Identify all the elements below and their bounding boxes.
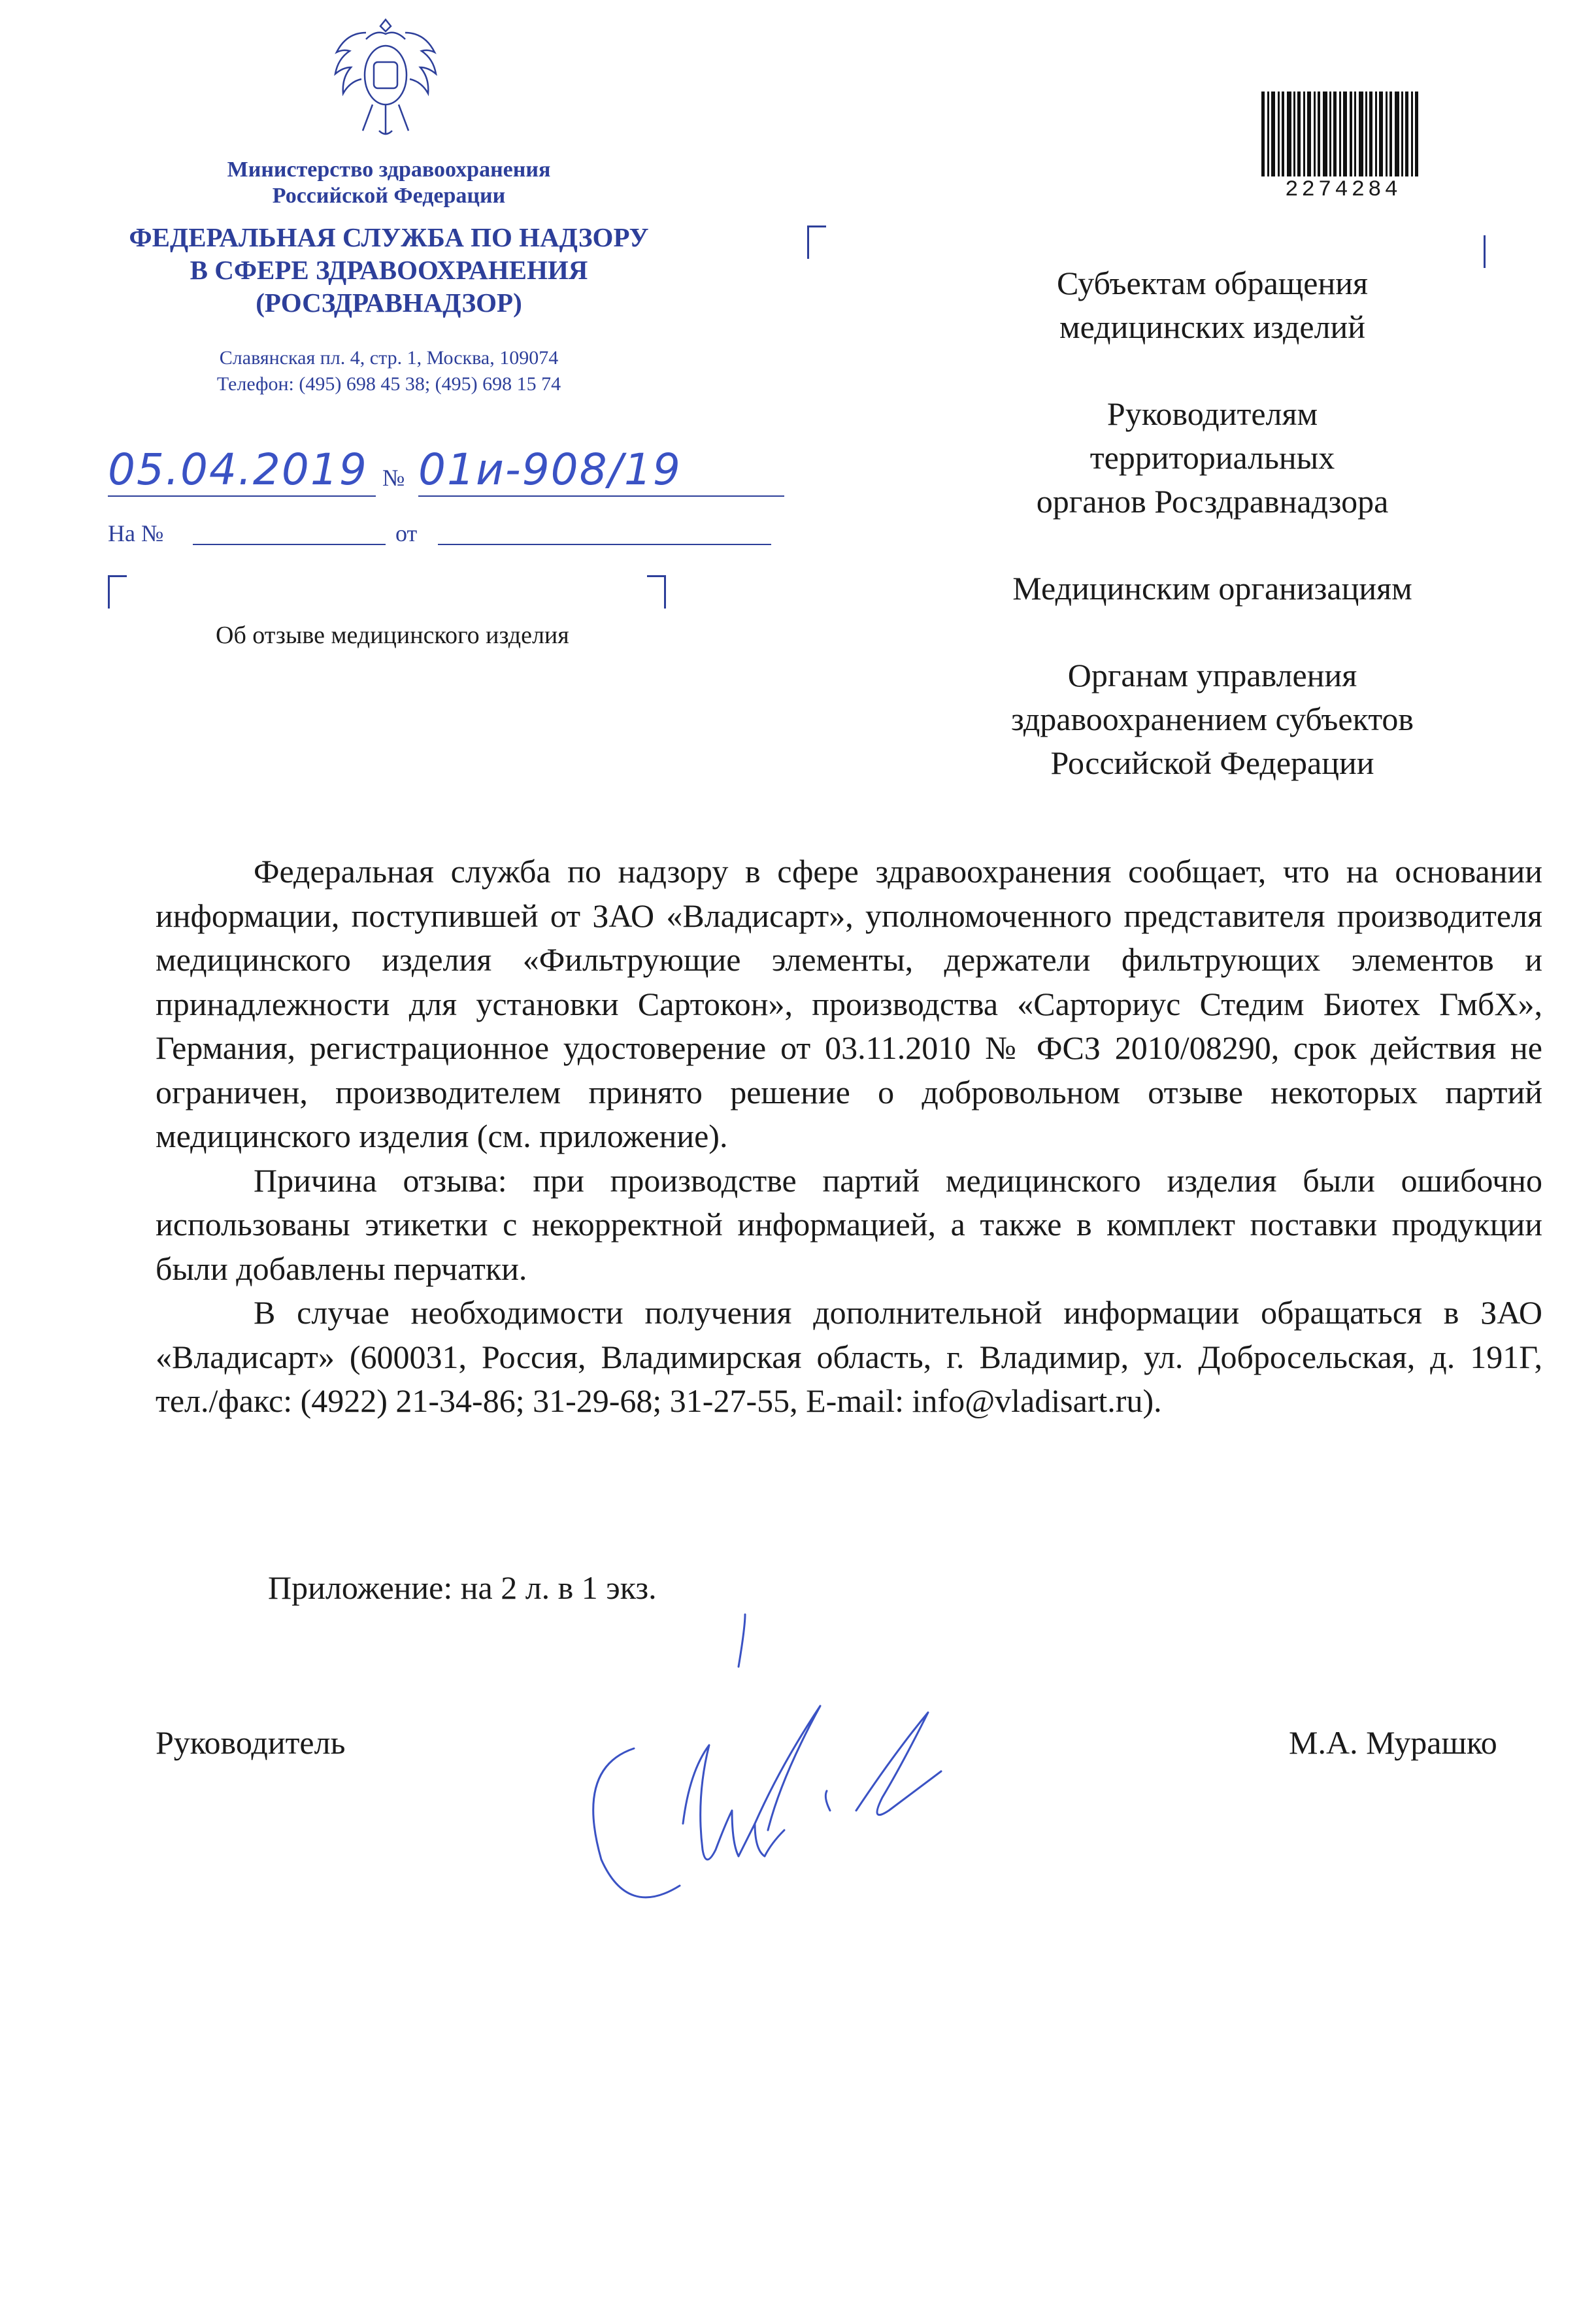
addressee-group (902, 261, 1523, 349)
phone-line: Телефон: (495) 698 45 38; (495) 698 15 74 (216, 373, 561, 395)
letter-body (156, 850, 1542, 1424)
address-line: Славянская пл. 4, стр. 1, Москва, 109074 (219, 347, 559, 369)
addressee-bracket-left (807, 225, 826, 259)
barcode (1261, 92, 1418, 176)
signer-name: М.А. Мурашко (1289, 1724, 1497, 1761)
addressee-line: Российской Федерации (1050, 744, 1374, 781)
document-date: 05.04.2019 (108, 444, 368, 495)
date-number-line (108, 444, 735, 503)
addressee-line: Руководителям (1106, 395, 1318, 432)
date-underline (108, 495, 376, 497)
addressee-group (902, 567, 1523, 610)
service-name-line1: ФЕДЕРАЛЬНАЯ СЛУЖБА ПО НАДЗОРУ (129, 222, 649, 252)
service-name (85, 221, 693, 319)
reply-date-blank (438, 544, 771, 545)
service-name-line2: В СФЕРЕ ЗДРАВООХРАНЕНИЯ (190, 255, 588, 285)
addressee-group (902, 392, 1523, 524)
addressee-line: Субъектам обращения (1057, 265, 1368, 301)
number-label: № (382, 465, 405, 491)
addressee-line: территориальных (1089, 439, 1335, 476)
body-paragraph: В случае необходимости получения дополнительной информации обращаться в ЗАО «Владисарт» (600031, Россия, Владимирская область, г. Владимир, ул. Добросельская, д. 191Г, тел./факс: (4922) 21-34-86; 31-29-68; 31-27-55, E-mail: info@vladisart.ru). (156, 1294, 1542, 1419)
reply-number-label: На № (108, 520, 164, 546)
reply-reference-line (108, 516, 676, 556)
address-block (85, 345, 693, 397)
coat-of-arms-icon (327, 13, 444, 144)
addressee-line: Органам управления (1067, 657, 1357, 693)
body-paragraph: Причина отзыва: при производстве партий медицинского изделия были ошибочно использованы этикетки с некорректной информацией, а также в комплект поставки продукции были добавлены перчатки. (156, 1161, 1542, 1287)
signer-role: Руководитель (156, 1724, 346, 1761)
reply-date-label: от (395, 520, 418, 546)
addressee-line: органов Росздравнадзора (1036, 483, 1389, 520)
subject-bracket-left (108, 575, 127, 609)
subject-line: Об отзыве медицинского изделия (216, 622, 569, 649)
document-number: 01и-908/19 (418, 444, 682, 495)
subject-bracket-right (647, 575, 666, 609)
addressee-block (902, 261, 1523, 828)
letterhead (85, 157, 693, 397)
service-name-line3: (РОСЗДРАВНАДЗОР) (256, 288, 522, 318)
ministry-name-line1: Министерство здравоохранения (227, 158, 551, 182)
addressee-line: Медицинским организациям (1012, 570, 1412, 607)
reply-number-blank (193, 544, 386, 545)
body-paragraph: Федеральная служба по надзору в сфере здравоохранения сообщает, что на основании информации, поступившей от ЗАО «Владисарт», уполномоченного представителя производителя медицинского изделия «Фильтрующие элементы, держатели фильтрующих элементов и принадлежности для установки Сартокон», производства «Сарториус Стедим Биотех ГмбХ», Германия, регистрационное удостоверение от 03.11.2010 № ФСЗ 2010/08290, срок действия не ограничен, производителем принято решение о добровольном отзыве некоторых партий медицинского изделия (см. приложение). (156, 853, 1542, 1154)
number-underline (418, 495, 784, 497)
addressee-line: здравоохранением субъектов (1010, 701, 1414, 737)
ministry-name-line2: Российской Федерации (272, 184, 506, 208)
addressee-line: медицинских изделий (1059, 309, 1366, 345)
handwritten-signature (575, 1608, 980, 1948)
barcode-number: 2274284 (1285, 178, 1401, 203)
addressee-group (902, 654, 1523, 785)
appendix-note: Приложение: на 2 л. в 1 экз. (268, 1569, 657, 1606)
